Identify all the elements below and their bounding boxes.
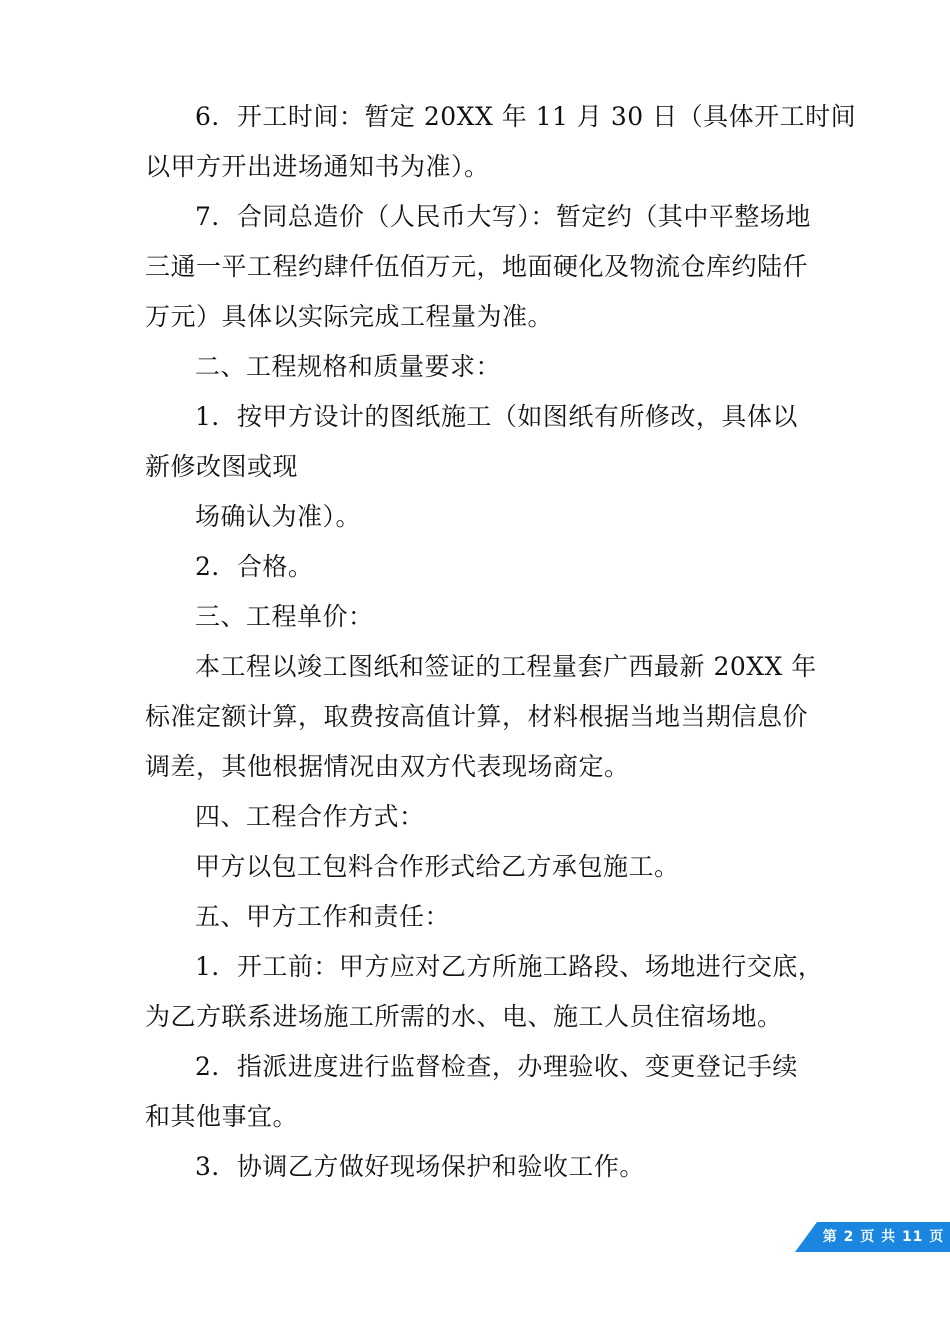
text-line: 本工程以竣工图纸和签证的工程量套广西最新 20XX 年 bbox=[195, 652, 817, 681]
text-line: 调差，其他根据情况由双方代表现场商定。 bbox=[145, 752, 630, 781]
page-number-badge bbox=[795, 1222, 950, 1252]
text-line: 以甲方开出进场通知书为准）。 bbox=[145, 152, 490, 181]
text-line: 7．合同总造价（人民币大写）：暂定约（其中平整场地 bbox=[195, 202, 811, 231]
section-heading: 四、工程合作方式： bbox=[195, 802, 425, 831]
text-line: 标准定额计算，取费按高值计算，材料根据当地当期信息价 bbox=[145, 702, 809, 731]
text-line: 3．协调乙方做好现场保护和验收工作。 bbox=[195, 1152, 645, 1181]
text-line: 万元）具体以实际完成工程量为准。 bbox=[145, 302, 554, 331]
text-line: 6．开工时间：暂定 20XX 年 11 月 30 日（具体开工时间 bbox=[195, 102, 857, 131]
text-line: 1．开工前：甲方应对乙方所施工路段、场地进行交底， bbox=[195, 952, 824, 981]
text-line: 新修改图或现 bbox=[145, 452, 299, 481]
text-line: 2．指派进度进行监督检查，办理验收、变更登记手续 bbox=[195, 1052, 798, 1081]
text-line: 1．按甲方设计的图纸施工（如图纸有所修改，具体以 bbox=[195, 402, 798, 431]
page-number-label: 第 2 页 共 11 页 bbox=[822, 1229, 945, 1245]
section-heading: 三、工程单价： bbox=[195, 602, 374, 631]
text-line: 场确认为准）。 bbox=[195, 502, 362, 531]
text-line: 甲方以包工包料合作形式给乙方承包施工。 bbox=[195, 852, 680, 881]
text-line: 和其他事宜。 bbox=[145, 1102, 299, 1131]
text-line: 2．合格。 bbox=[195, 552, 314, 581]
text-line: 三通一平工程约肆仟伍佰万元，地面硬化及物流仓库约陆仟 bbox=[145, 252, 809, 281]
section-heading: 五、甲方工作和责任： bbox=[195, 902, 451, 931]
section-heading: 二、工程规格和质量要求： bbox=[195, 352, 502, 381]
text-line: 为乙方联系进场施工所需的水、电、施工人员住宿场地。 bbox=[145, 1002, 783, 1031]
